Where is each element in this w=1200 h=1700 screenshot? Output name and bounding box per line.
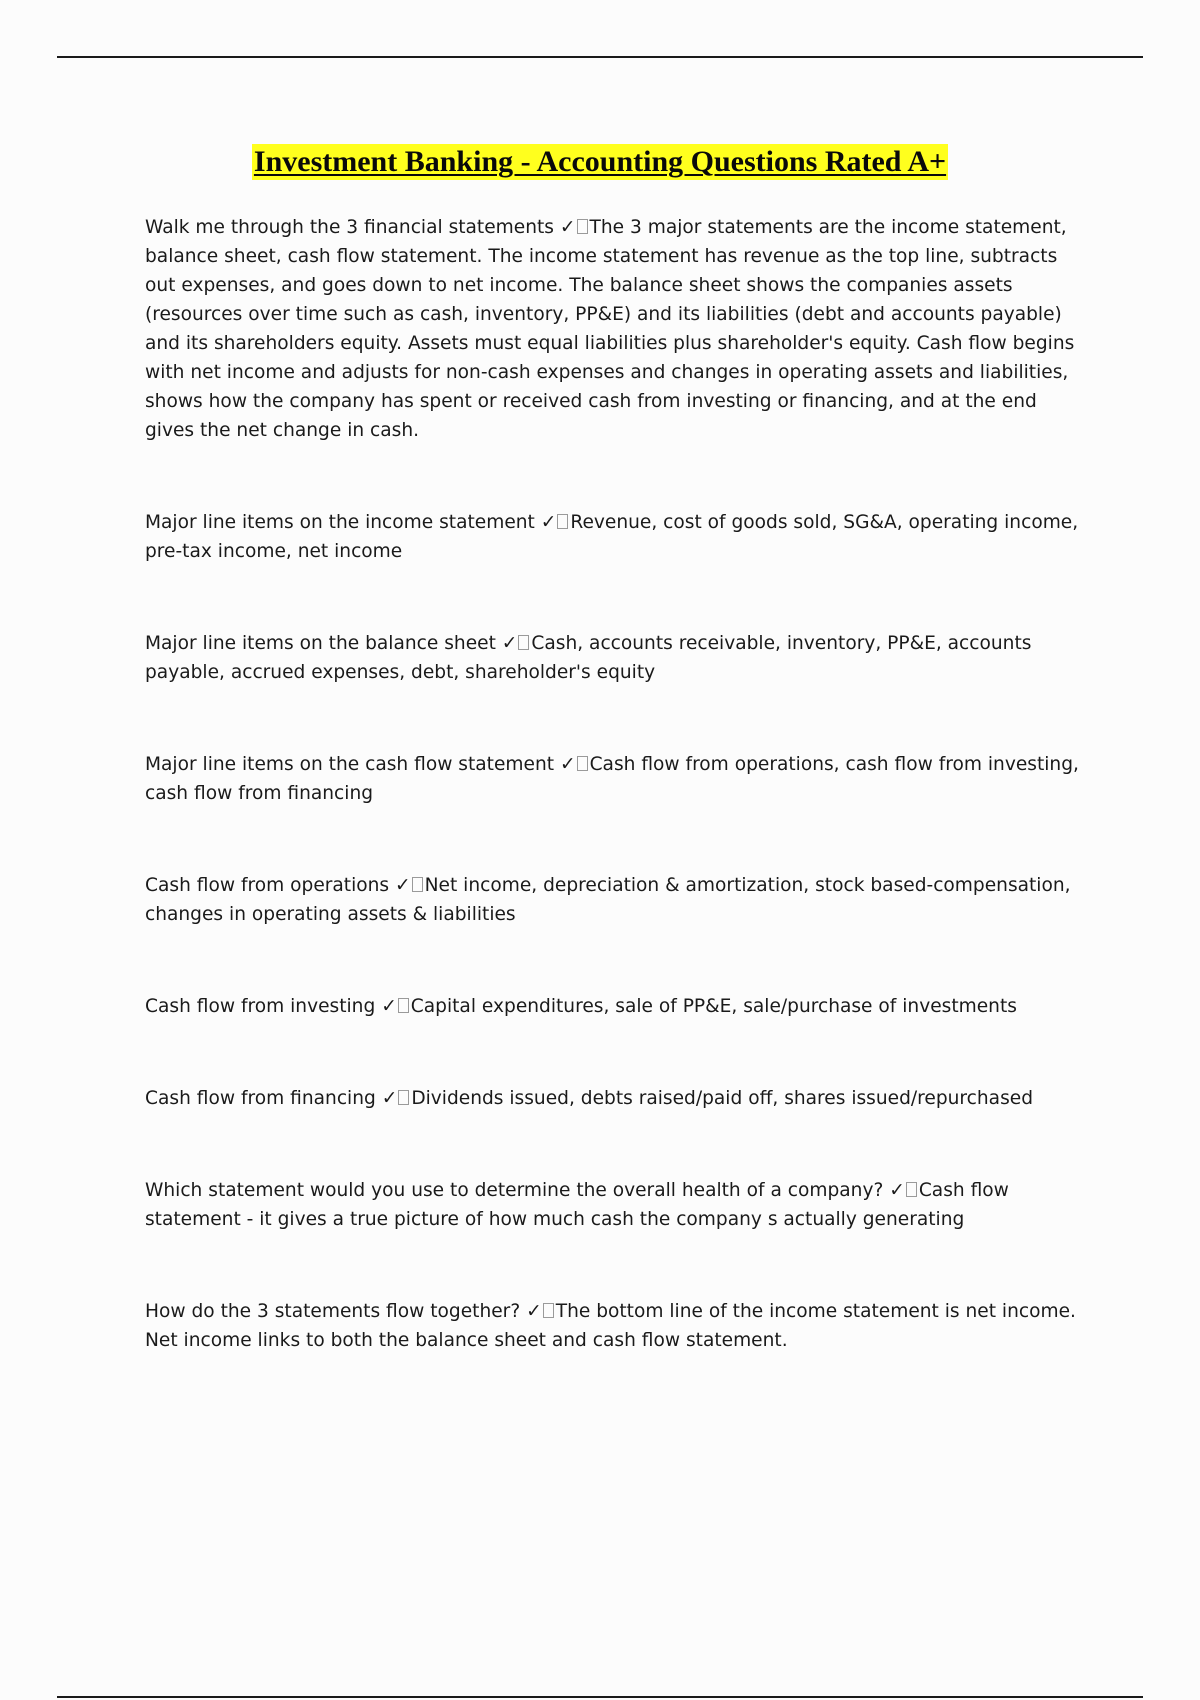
answer-text: The 3 major statements are the income statement, balance sheet, cash flow statement. The income statement has revenue as the top line, subtracts out expenses, and goes down to net income. The balance sheet shows the companies assets (resources over time such as cash, inventory, PP&E) and its liabilities (debt and accounts payable) and its shareholders equity. Assets must equal liabilities plus shareholder's equity. Cash flow begins with net income and adjusts for non-cash expenses and changes in operating assets and liabilities, shows how the company has spent or received cash from investing or financing, and at the end gives the net change in cash. [145, 217, 1075, 441]
missing-glyph-box-icon [557, 514, 568, 529]
qa-item [145, 1084, 1090, 1113]
qa-item [145, 629, 1090, 687]
checkmark-icon: ✓ [395, 875, 411, 896]
qa-item [145, 750, 1090, 808]
missing-glyph-box-icon [398, 1090, 409, 1105]
title-container [0, 144, 1200, 180]
checkmark-icon: ✓ [540, 512, 557, 533]
document-title: Investment Banking - Accounting Questions Rated A+ [253, 145, 947, 178]
qa-item [145, 871, 1090, 929]
answer-text: The bottom line of the income statement is net income. Net income links to both the balance sheet and cash flow statement. [145, 1301, 1076, 1351]
question-text: Cash flow from operations [145, 875, 390, 896]
question-text: Major line items on the income statement [145, 512, 535, 533]
qa-item [145, 508, 1090, 566]
checkmark-icon: ✓ [526, 1301, 542, 1322]
question-text: Walk me through the 3 financial statements [145, 217, 554, 238]
missing-glyph-box-icon [398, 998, 409, 1013]
qa-list [145, 213, 1090, 1355]
missing-glyph-box-icon [577, 219, 588, 234]
answer-text: Dividends issued, debts raised/paid off, shares issued/repurchased [411, 1088, 1033, 1109]
checkmark-icon: ✓ [559, 217, 576, 238]
checkmark-icon: ✓ [889, 1180, 905, 1201]
checkmark-icon: ✓ [501, 633, 518, 654]
question-text: How do the 3 statements flow together? [145, 1301, 521, 1322]
checkmark-icon: ✓ [559, 754, 576, 775]
question-text: Major line items on the cash flow statement [145, 754, 555, 775]
qa-item [145, 1176, 1090, 1234]
top-rule [57, 56, 1143, 58]
answer-text: Cash, accounts receivable, inventory, PP&E, accounts payable, accrued expenses, debt, shareholder's equity [145, 633, 1032, 683]
missing-glyph-box-icon [906, 1182, 917, 1197]
answer-text: Net income, depreciation & amortization, stock based-compensation, changes in operating assets & liabilities [145, 875, 1071, 925]
missing-glyph-box-icon [518, 635, 529, 650]
qa-item [145, 1297, 1090, 1355]
missing-glyph-box-icon [543, 1303, 554, 1318]
answer-text: Cash flow from operations, cash flow from investing, cash flow from financing [145, 754, 1079, 804]
bottom-rule [57, 1696, 1143, 1698]
answer-text: Cash flow statement - it gives a true picture of how much cash the company s actually generating [145, 1180, 1009, 1230]
qa-item [145, 992, 1090, 1021]
question-text: Cash flow from investing [145, 996, 376, 1017]
question-text: Cash flow from financing [145, 1088, 376, 1109]
checkmark-icon: ✓ [381, 1088, 398, 1109]
question-text: Major line items on the balance sheet [145, 633, 496, 654]
checkmark-icon: ✓ [381, 996, 397, 1017]
missing-glyph-box-icon [412, 877, 423, 892]
qa-item [145, 213, 1090, 445]
question-text: Which statement would you use to determine the overall health of a company? [145, 1180, 884, 1201]
missing-glyph-box-icon [577, 756, 588, 771]
answer-text: Capital expenditures, sale of PP&E, sale/purchase of investments [410, 996, 1017, 1017]
answer-text: Revenue, cost of goods sold, SG&A, operating income, pre-tax income, net income [145, 512, 1079, 562]
